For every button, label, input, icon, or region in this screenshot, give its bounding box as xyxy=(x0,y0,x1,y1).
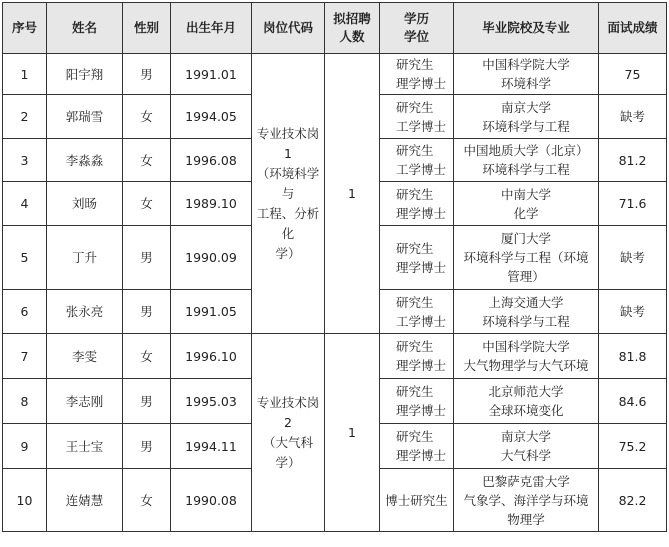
header-quota-line2: 人数 xyxy=(339,29,365,44)
candidate-birth: 1994.11 xyxy=(171,424,252,469)
candidate-degree-line: 工学博士 xyxy=(396,162,447,177)
candidate-degree xyxy=(380,290,454,334)
candidate-degree-line: 理学博士 xyxy=(396,448,447,463)
post-code-line: 工程、分析化 xyxy=(256,205,320,241)
row-index: 1 xyxy=(3,54,47,95)
header-degree xyxy=(380,3,454,54)
interview-score: 71.6 xyxy=(599,182,667,226)
table-header xyxy=(3,3,667,54)
candidate-school xyxy=(454,379,599,424)
candidate-school-line: 中南大学 xyxy=(500,186,551,202)
candidate-school-line: 中国地质大学（北京） xyxy=(463,143,589,158)
header-name: 姓名 xyxy=(47,3,123,54)
candidate-school xyxy=(454,226,599,290)
candidate-gender: 女 xyxy=(123,95,171,139)
candidate-school xyxy=(454,290,599,334)
candidate-school-line: 全球环境变化 xyxy=(488,403,564,418)
row-index: 8 xyxy=(3,379,47,424)
candidate-birth: 1990.08 xyxy=(171,469,252,532)
candidate-school xyxy=(454,469,599,532)
candidate-birth: 1990.09 xyxy=(171,226,252,290)
header-score: 面试成绩 xyxy=(599,3,667,54)
candidate-gender: 男 xyxy=(123,54,171,95)
table-row xyxy=(3,54,667,95)
candidate-degree xyxy=(380,424,454,469)
candidate-school-line: 巴黎萨克雷大学 xyxy=(482,473,570,489)
quota-count: 1 xyxy=(325,54,380,334)
candidate-name: 李志刚 xyxy=(47,379,123,424)
candidate-name: 连婧慧 xyxy=(47,469,123,532)
candidate-degree xyxy=(380,95,454,139)
candidate-birth: 1996.10 xyxy=(171,334,252,379)
candidate-degree-line: 研究生 xyxy=(396,429,434,444)
interview-score: 75.2 xyxy=(599,424,667,469)
row-index: 6 xyxy=(3,290,47,334)
candidate-name: 王士宝 xyxy=(47,424,123,469)
candidate-school-line: 环境科学与工程 xyxy=(482,118,570,134)
candidate-school-line: 北京师范大学 xyxy=(488,384,564,399)
post-code-line: （环境科学与 xyxy=(256,165,320,201)
candidate-degree-line: 研究生 xyxy=(396,99,434,115)
candidate-gender: 女 xyxy=(123,182,171,226)
interview-results-table xyxy=(2,2,667,532)
candidate-school xyxy=(454,424,599,469)
candidate-school-line: 环境科学与工程 xyxy=(482,162,570,177)
interview-score: 75 xyxy=(599,54,667,95)
row-index: 7 xyxy=(3,334,47,379)
candidate-school-line: 大气物理学与大气环境 xyxy=(463,358,589,373)
post-code-line: 学） xyxy=(275,245,301,261)
candidate-birth: 1996.08 xyxy=(171,139,252,182)
table-row xyxy=(3,334,667,379)
candidate-name: 丁升 xyxy=(47,226,123,290)
candidate-degree-line: 理学博士 xyxy=(396,403,447,418)
candidate-school xyxy=(454,54,599,95)
candidate-school-line: 环境科学 xyxy=(500,76,551,91)
post-code-line: 专业技术岗 1 xyxy=(256,125,320,161)
interview-score: 缺考 xyxy=(599,226,667,290)
header-post-code: 岗位代码 xyxy=(252,3,325,54)
candidate-gender: 男 xyxy=(123,379,171,424)
candidate-name: 刘旸 xyxy=(47,182,123,226)
candidate-gender: 男 xyxy=(123,290,171,334)
candidate-degree xyxy=(380,182,454,226)
candidate-school-line: 化学 xyxy=(513,205,539,221)
candidate-degree-line: 研究生 xyxy=(396,294,434,310)
interview-score: 缺考 xyxy=(599,290,667,334)
candidate-school-line: 南京大学 xyxy=(500,429,551,444)
candidate-degree-line: 理学博士 xyxy=(396,358,447,373)
header-school: 毕业院校及专业 xyxy=(454,3,599,54)
interview-score: 82.2 xyxy=(599,469,667,532)
candidate-gender: 男 xyxy=(123,424,171,469)
row-index: 3 xyxy=(3,139,47,182)
post-code xyxy=(252,54,325,334)
quota-count: 1 xyxy=(325,334,380,532)
candidate-name: 李淼淼 xyxy=(47,139,123,182)
interview-score: 84.6 xyxy=(599,379,667,424)
interview-score: 81.8 xyxy=(599,334,667,379)
candidate-school-line: 管理） xyxy=(507,269,545,284)
header-degree-line1: 学历 xyxy=(403,11,429,26)
header-quota-line1: 拟招聘 xyxy=(333,11,371,26)
header-quota xyxy=(325,3,380,54)
candidate-degree-line: 工学博士 xyxy=(396,118,447,134)
candidate-gender: 女 xyxy=(123,469,171,532)
candidate-degree-line: 理学博士 xyxy=(396,205,447,221)
candidate-gender: 男 xyxy=(123,226,171,290)
row-index: 2 xyxy=(3,95,47,139)
candidate-degree-line: 工学博士 xyxy=(396,313,447,329)
candidate-degree-line: 研究生 xyxy=(396,57,434,72)
interview-score: 81.2 xyxy=(599,139,667,182)
candidate-school-line: 物理学 xyxy=(507,511,545,527)
candidate-degree-line: 博士研究生 xyxy=(385,492,448,508)
candidate-school-line: 南京大学 xyxy=(500,99,551,115)
candidate-degree-line: 研究生 xyxy=(396,384,434,399)
candidate-school-line: 上海交通大学 xyxy=(488,294,564,310)
candidate-degree xyxy=(380,139,454,182)
candidate-school-line: 中国科学院大学 xyxy=(482,57,570,72)
candidate-degree xyxy=(380,334,454,379)
candidate-birth: 1989.10 xyxy=(171,182,252,226)
header-degree-line2: 学位 xyxy=(403,29,429,44)
interview-score: 缺考 xyxy=(599,95,667,139)
candidate-school-line: 环境科学与工程（环境 xyxy=(463,250,589,265)
candidate-degree-line: 研究生 xyxy=(396,240,434,256)
candidate-degree xyxy=(380,379,454,424)
candidate-school-line: 大气科学 xyxy=(500,448,551,463)
candidate-degree xyxy=(380,469,454,532)
candidate-name: 阳宇翔 xyxy=(47,54,123,95)
table-body xyxy=(3,54,667,532)
row-index: 4 xyxy=(3,182,47,226)
header-gender: 性别 xyxy=(123,3,171,54)
candidate-school-line: 气象学、海洋学与环境 xyxy=(463,492,589,508)
post-code-line: （大气科学） xyxy=(262,434,313,470)
candidate-degree-line: 研究生 xyxy=(396,143,434,158)
post-code-line: 专业技术岗 2 xyxy=(256,394,320,430)
candidate-school xyxy=(454,182,599,226)
candidate-degree xyxy=(380,226,454,290)
header-index: 序号 xyxy=(3,3,47,54)
candidate-school-line: 中国科学院大学 xyxy=(482,339,570,354)
candidate-school xyxy=(454,95,599,139)
header-birth: 出生年月 xyxy=(171,3,252,54)
candidate-birth: 1991.01 xyxy=(171,54,252,95)
candidate-degree xyxy=(380,54,454,95)
candidate-birth: 1995.03 xyxy=(171,379,252,424)
candidate-birth: 1994.05 xyxy=(171,95,252,139)
candidate-name: 张永亮 xyxy=(47,290,123,334)
row-index: 9 xyxy=(3,424,47,469)
candidate-birth: 1991.05 xyxy=(171,290,252,334)
candidate-name: 郭瑞雪 xyxy=(47,95,123,139)
candidate-school-line: 环境科学与工程 xyxy=(482,313,570,329)
candidate-school xyxy=(454,139,599,182)
candidate-degree-line: 研究生 xyxy=(396,186,434,202)
candidate-degree-line: 理学博士 xyxy=(396,259,447,275)
post-code xyxy=(252,334,325,532)
candidate-school-line: 厦门大学 xyxy=(500,231,551,246)
candidate-gender: 女 xyxy=(123,334,171,379)
candidate-school xyxy=(454,334,599,379)
candidate-gender: 女 xyxy=(123,139,171,182)
candidate-degree-line: 研究生 xyxy=(396,339,434,354)
row-index: 5 xyxy=(3,226,47,290)
candidate-name: 李雯 xyxy=(47,334,123,379)
row-index: 10 xyxy=(3,469,47,532)
candidate-degree-line: 理学博士 xyxy=(396,76,447,91)
